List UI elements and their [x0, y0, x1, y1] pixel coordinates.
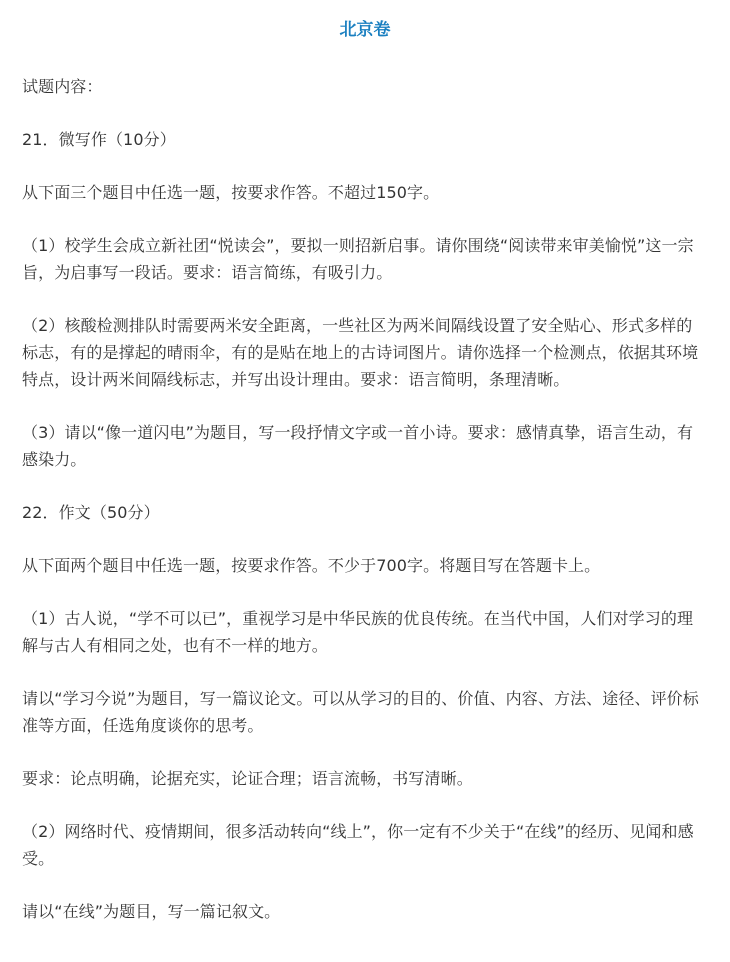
paragraph-q22-instructions: 从下面两个题目中任选一题，按要求作答。不少于700字。将题目写在答题卡上。 [22, 556, 601, 575]
paragraph-q21-heading: 21．微写作（10分） [22, 130, 176, 149]
paragraph-q22-option-1-requirements: 要求：论点明确，论据充实，论证合理；语言流畅，书写清晰。 [22, 769, 473, 788]
paragraph-q22-option-1: （1）古人说，“学不可以已”，重视学习是中华民族的优良传统。在当代中国，人们对学习的理解与古人有相同之处，也有不一样的地方。 [22, 609, 694, 655]
page-title: 北京卷 [339, 20, 391, 40]
paragraph-q21-instructions: 从下面三个题目中任选一题，按要求作答。不超过150字。 [22, 183, 440, 202]
paragraph-q22-option-1-task: 请以“学习今说”为题目，写一篇议论文。可以从学习的目的、价值、内容、方法、途径、评价标准等方面，任选角度谈你的思考。 [22, 689, 699, 735]
paragraph-q22-option-2-task: 请以“在线”为题目，写一篇记叙文。 [22, 902, 281, 921]
paragraph-q21-option-2: （2）核酸检测排队时需要两米安全距离，一些社区为两米间隔线设置了安全贴心、形式多样的标志，有的是撑起的晴雨伞，有的是贴在地上的古诗词图片。请你选择一个检测点，依据其环境特点，设计两米间隔线标志，并写出设计理由。要求：语言简明，条理清晰。 [22, 316, 699, 389]
paragraph-q21-option-1: （1）校学生会成立新社团“悦读会”，要拟一则招新启事。请你围绕“阅读带来审美愉悦”这一宗旨，为启事写一段话。要求：语言简练，有吸引力。 [22, 236, 694, 282]
paragraph-q21-option-3: （3）请以“像一道闪电”为题目，写一段抒情文字或一首小诗。要求：感情真挚，语言生动，有感染力。 [22, 423, 694, 469]
paragraph-intro: 试题内容： [22, 77, 103, 96]
paragraph-q22-option-2: （2）网络时代、疫情期间，很多活动转向“线上”，你一定有不少关于“在线”的经历、见闻和感受。 [22, 822, 694, 868]
paragraph-q22-heading: 22．作文（50分） [22, 503, 160, 522]
